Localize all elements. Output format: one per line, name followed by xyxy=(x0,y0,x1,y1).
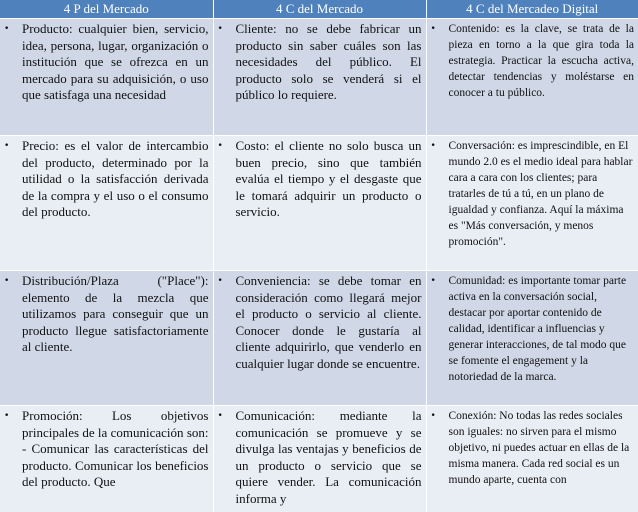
cell-text-comunidad: Comunidad: es importante tomar parte activa en la conversación social, destacar por aportar contenido de calidad, identificar a influencias y generar interacciones, de tal modo que se fomente el engagement y la notoriedad de la marca. xyxy=(449,273,635,385)
bullet-icon: • xyxy=(431,21,449,101)
bullet-icon: • xyxy=(4,21,22,104)
bullet-icon: • xyxy=(431,138,449,250)
table-cell xyxy=(213,136,426,271)
bullet-icon: • xyxy=(431,408,449,488)
table-cell xyxy=(0,271,213,406)
table-cell xyxy=(426,271,638,406)
table-cell xyxy=(426,136,638,271)
table-cell xyxy=(213,19,426,136)
cell-text-conveniencia: Conveniencia: se debe tomar en consideración como llegará mejor el producto o servicio al cliente. Conocer donde le gustaría al cliente adquirirlo, que venderlo en cualquier lugar donde se encuentre. xyxy=(236,273,422,372)
cell-text-promocion: Promoción: Los objetivos principales de la comunicación son: - Comunicar las características del producto. Comunicar los beneficios del producto. Que xyxy=(22,408,209,491)
cell-text-costo: Costo: el cliente no solo busca un buen precio, sino que también evalúa el tiempo y el desgaste que le tomará adquirir un producto o servicio. xyxy=(236,138,422,221)
table-cell xyxy=(0,136,213,271)
header-4c-mercadeo-digital: 4 C del Mercadeo Digital xyxy=(426,0,638,19)
table-row-distribucion xyxy=(0,271,638,406)
table-cell xyxy=(213,271,426,406)
bullet-icon: • xyxy=(218,273,236,372)
header-4c-mercado: 4 C del Mercado xyxy=(213,0,426,19)
bullet-icon: • xyxy=(218,21,236,104)
cell-text-producto: Producto: cualquier bien, servicio, idea, persona, lugar, organización o institución que se ofrezca en un mercado para su adquisición, o uso que satisfaga una necesidad xyxy=(22,21,209,104)
table-cell xyxy=(426,19,638,136)
header-4p-mercado: 4 P del Mercado xyxy=(0,0,213,19)
bullet-icon: • xyxy=(4,273,22,356)
cell-text-distribucion: Distribución/Plaza ("Place"): elemento de la mezcla que utilizamos para conseguir que un producto llegue satisfactoriamente al cliente. xyxy=(22,273,209,356)
cell-text-conversacion: Conversación: es imprescindible, en El mundo 2.0 es el medio ideal para hablar cara a cara con los clientes; para tratarles de tú a tú, en un plano de igualdad y confianza. Aquí la máxima es "Más conversación, y menos promoción". xyxy=(449,138,635,250)
cell-text-precio: Precio: es el valor de intercambio del producto, determinado por la utilidad o la satisfacción derivada de la compra y el uso o el consumo del producto. xyxy=(22,138,209,221)
table-cell xyxy=(213,406,426,512)
cell-text-conexion: Conexión: No todas las redes sociales son iguales: no sirven para el mismo objetivo, ni puedes actuar en ellas de la misma manera. Cada red social es un mundo aparte, cuenta con xyxy=(449,408,635,488)
table-row-precio xyxy=(0,136,638,271)
bullet-icon: • xyxy=(4,408,22,491)
table-row-promocion xyxy=(0,406,638,512)
bullet-icon: • xyxy=(218,138,236,221)
table-cell xyxy=(0,406,213,512)
header-row xyxy=(0,0,638,19)
cell-text-cliente: Cliente: no se debe fabricar un producto sin saber cuáles son las necesidades del público. El producto solo se venderá si el público lo requiere. xyxy=(236,21,422,104)
bullet-icon: • xyxy=(431,273,449,385)
cell-text-contenido: Contenido: es la clave, se trata de la pieza en torno a la que gira toda la estrategia. Practicar la escucha activa, detectar tendencias y moléstarse en conocer a tu público. xyxy=(449,21,635,101)
bullet-icon: • xyxy=(218,408,236,507)
cell-text-comunicacion: Comunicación: mediante la comunicación se promueve y se divulga las ventajas y beneficios de un producto o servicio que se quiere vender. La comunicación informa y xyxy=(236,408,422,507)
table-row-producto xyxy=(0,19,638,136)
bullet-icon: • xyxy=(4,138,22,221)
table-cell xyxy=(0,19,213,136)
table-cell xyxy=(426,406,638,512)
